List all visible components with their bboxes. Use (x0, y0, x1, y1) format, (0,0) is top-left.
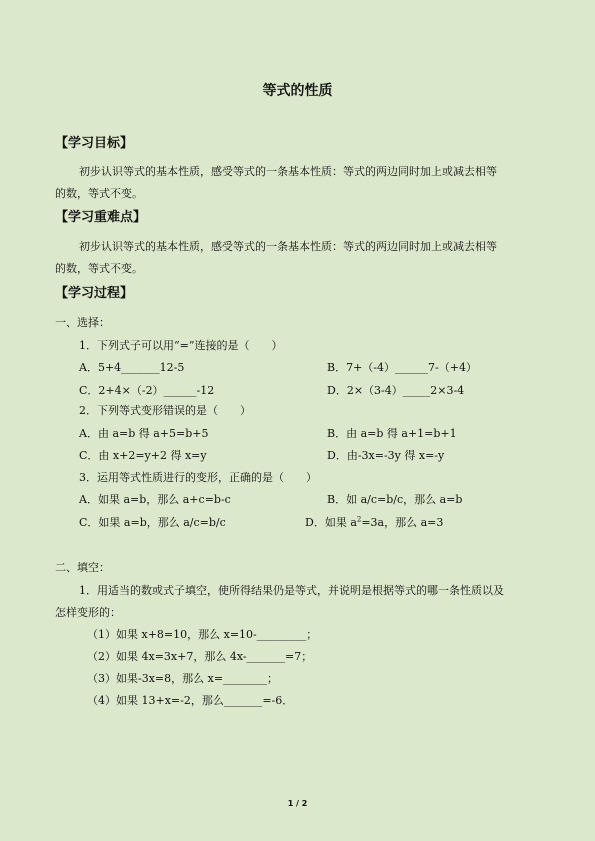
key-points-line-1: 初步认识等式的基本性质，感受等式的一条基本性质：等式的两边同时加上或减去相等 (79, 240, 497, 253)
q1-option-c: C．2+4×（-2）______-12 (79, 384, 215, 397)
fill-q1-line-2: 怎样变形的： (55, 606, 121, 619)
fill-item-3: （3）如果-3x=8，那么 x=________； (87, 672, 279, 685)
q2-option-a: A．由 a=b 得 a+5=b+5 (79, 427, 209, 440)
fill-item-2: （2）如果 4x=3x+7，那么 4x-_______=7； (87, 650, 313, 663)
part2-heading: 二、填空： (55, 561, 110, 574)
q1-option-a: A．5+4_______12-5 (79, 361, 185, 374)
q2-option-d: D．由-3x=-3y 得 x=-y (327, 449, 445, 462)
page-number: 1 / 2 (287, 799, 308, 808)
part1-heading: 一、选择： (55, 316, 110, 329)
q3-option-a: A．如果 a=b，那么 a+c=b-c (79, 493, 231, 506)
heading-key-points: 【学习重难点】 (55, 210, 147, 225)
q3-stem: 3．运用等式性质进行的变形，正确的是（ ） (79, 471, 317, 484)
fill-item-4: （4）如果 13+x=-2，那么_______=-6． (87, 694, 294, 707)
fill-q1-line-1: 1．用适当的数或式子填空，使所得结果仍是等式，并说明是根据等式的哪一条性质以及 (79, 584, 504, 597)
fill-item-1: （1）如果 x+8=10，那么 x=10-_________； (87, 628, 318, 641)
page-title: 等式的性质 (262, 83, 333, 99)
objective-line-1: 初步认识等式的基本性质，感受等式的一条基本性质：等式的两边同时加上或减去相等 (79, 165, 497, 178)
q3-option-d-suffix: =3a，那么 a=3 (361, 516, 444, 529)
q2-option-c: C．由 x+2=y+2 得 x=y (79, 449, 207, 462)
q1-option-b: B．7+（-4）______7-（+4） (327, 361, 477, 374)
q2-option-b: B．由 a=b 得 a+1=b+1 (327, 427, 457, 440)
key-points-line-2: 的数，等式不变。 (55, 262, 143, 275)
objective-line-2: 的数，等式不变。 (55, 187, 143, 200)
q3-option-d-prefix: D．如果 a (305, 516, 357, 529)
q3-option-d-exponent: 2 (356, 515, 362, 524)
q2-stem: 2．下列等式变形错误的是（ ） (79, 404, 251, 417)
q3-option-c: C．如果 a=b，那么 a/c=b/c (79, 516, 226, 529)
heading-objective: 【学习目标】 (55, 136, 134, 151)
q1-option-d: D．2×（3-4）_____2×3-4 (327, 384, 465, 397)
q1-stem: 1．下列式子可以用“=”连接的是（ ） (79, 339, 283, 352)
q3-option-b: B．如 a/c=b/c，那么 a=b (327, 493, 463, 506)
q3-option-d (305, 516, 443, 530)
heading-process: 【学习过程】 (55, 286, 134, 301)
